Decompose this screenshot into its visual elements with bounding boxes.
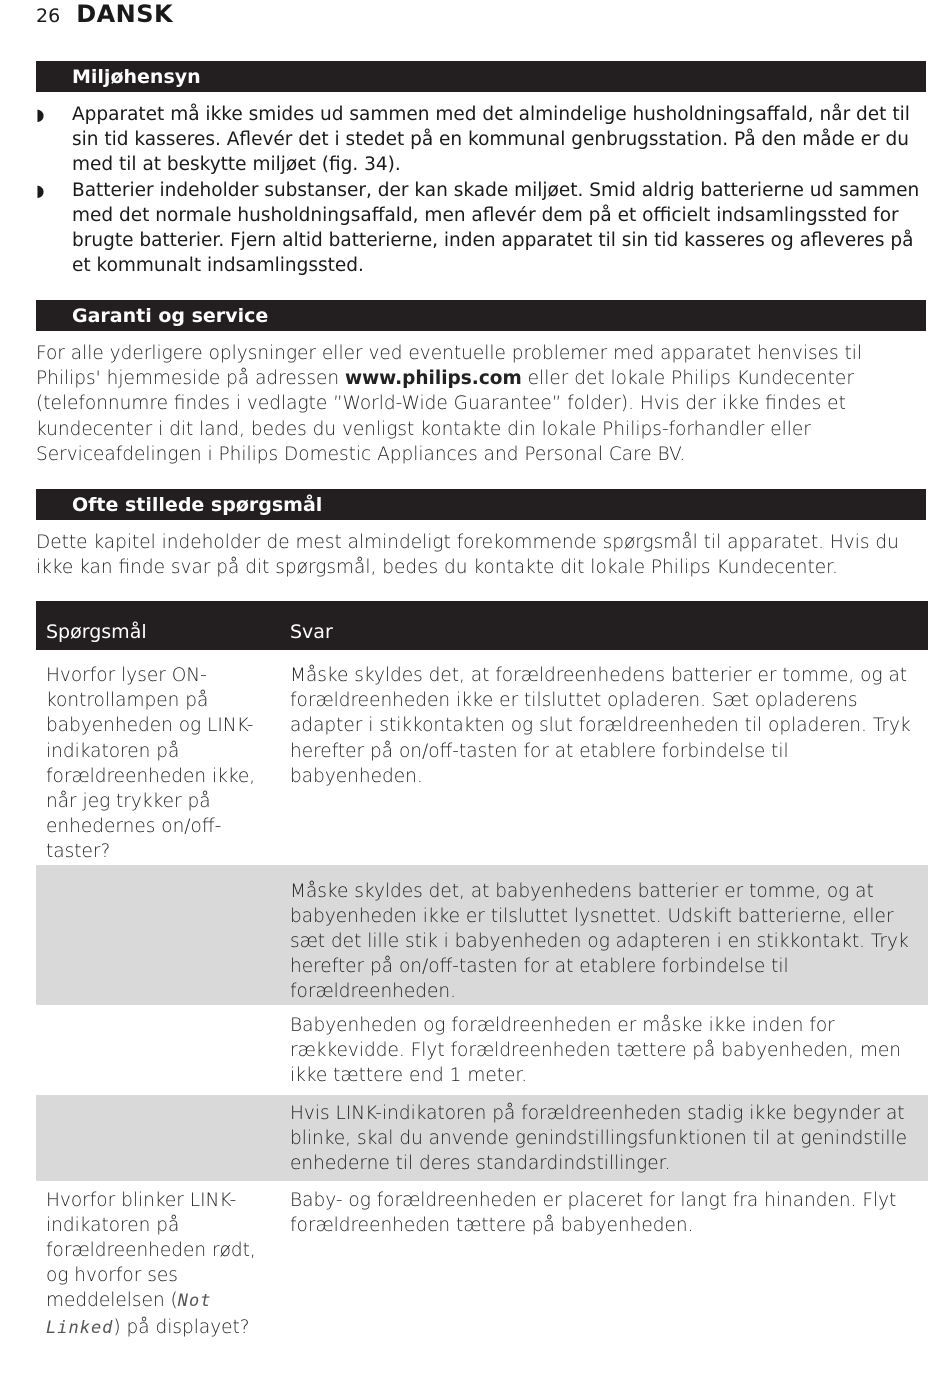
table-row [36,1181,928,1341]
table-row [36,1095,928,1181]
table-row [36,865,928,1005]
table-row [36,662,928,865]
faq-intro: Dette kapitel indeholder de mest almindeligt forekommende spørgsmål til apparatet. Hvis du ikke kan finde svar på dit spørgsmål, bedes du kontakte dit lokale Philips Kundecenter. [36,532,899,579]
question-text-end: ) på displayet? [113,1316,250,1338]
question-cell-empty [36,1005,280,1095]
answer-cell: Baby- og forældreenheden er placeret for langt fra hinanden. Flyt forældreenheden tættere på babyenheden. [290,1189,897,1236]
language-heading: DANSK [76,0,174,28]
environment-bullet-list [36,102,926,278]
list-item [36,178,926,279]
question-cell [36,1181,280,1341]
page-number: 26 [36,5,61,27]
faq-table [36,601,928,1341]
guarantee-paragraph [36,341,926,467]
question-cell: Hvorfor lyser ON-kontrollampen på babyenheden og LINK-indikatoren på forældreenheden ikke, når jeg trykker på enhedernes on/off-taster? [46,665,256,863]
website-link[interactable]: www.philips.com [345,368,522,390]
bullet-text: Apparatet må ikke smides ud sammen med det almindelige husholdningsaffald, når det til sin tid kasseres. Aflevér det i stedet på en kommunal genbrugsstation. På den måde er du med til at beskytte miljøet (fig. 34). [72,104,910,176]
section-heading-environment: Miljøhensyn [36,61,926,92]
answer-cell: Babyenheden og forældreenheden er måske ikke inden for rækkevidde. Flyt forældreenheden tættere på babyenheden, men ikke tættere end 1 meter. [290,1014,901,1087]
table-row [36,1005,928,1095]
display-message: Not Linked [46,1291,212,1338]
column-header-question: Spørgsmål [36,601,280,650]
list-item [36,102,926,178]
guarantee-text-end: eller det lokale Philips Kundecenter (telefonnumre findes i vedlagte ”World-Wide Guarantee” folder). Hvis der ikke findes et kundecenter i dit land, bedes du venligst kontakte din lokale Philips-forhandler eller Serviceafdelingen i Philips Domestic Appliances and Personal Care BV. [36,368,854,465]
bullet-text: Batterier indeholder substanser, der kan skade miljøet. Smid aldrig batterierne ud sammen med det normale husholdningsaffald, men aflevér dem på et officielt indsamlingssted for brugte batterier. Fjern altid batterierne, inden apparatet til sin tid kasseres og afleveres på et kommunalt indsamlingssted. [72,179,920,277]
bullet-arrow-icon: ◗ [36,105,45,124]
section-heading-faq: Ofte stillede spørgsmål [36,489,926,520]
answer-cell: Måske skyldes det, at babyenhedens batterier er tomme, og at babyenheden ikke er tilsluttet lysnettet. Udskift batterierne, eller sæt det lille stik i babyenheden og adapteren i en stikkontakt. Tryk herefter på on/off-tasten for at etablere forbindelse til forældreenheden. [280,865,928,1005]
section-heading-guarantee: Garanti og service [36,300,926,331]
page-header [36,0,173,28]
answer-cell: Måske skyldes det, at forældreenhedens batterier er tomme, og at forældreenheden ikke er tilsluttet opladeren. Sæt opladerens adapter i stikkontakten og slut forældreenheden til opladeren. Tryk herefter på on/off-tasten for at etablere forbindelse til babyenheden. [290,665,911,787]
bullet-arrow-icon: ◗ [36,180,45,200]
question-cell-empty [36,865,280,1005]
guarantee-text-start: For alle yderligere oplysninger eller ved eventuelle problemer med apparatet henvises til Philips' hjemmeside på adressen [36,343,863,390]
table-header-row [36,601,928,650]
question-cell-empty [36,1095,280,1181]
column-header-answer: Svar [280,601,928,650]
answer-cell: Hvis LINK-indikatoren på forældreenheden stadig ikke begynder at blinke, skal du anvende genindstillingsfunktionen til at genindstille enhederne til deres standardindstillinger. [280,1095,928,1181]
question-text-start: Hvorfor blinker LINK-indikatoren på forældreenheden rødt, og hvorfor ses meddelelsen ( [46,1189,256,1312]
